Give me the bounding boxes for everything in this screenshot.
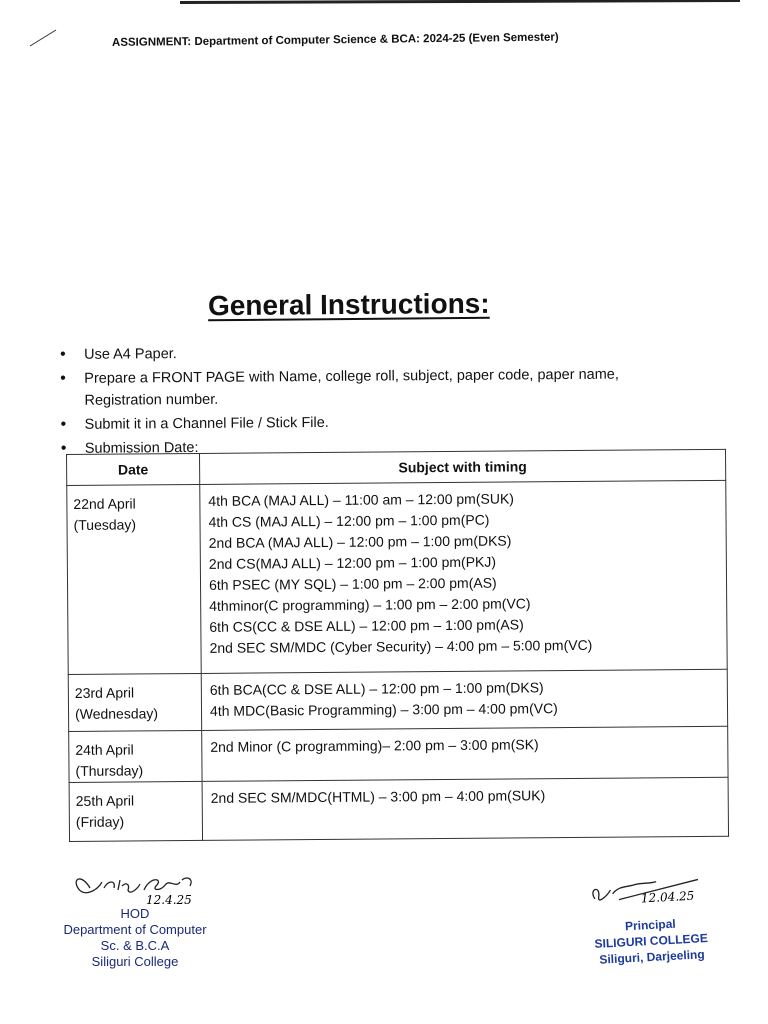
- date-text: 25th April: [75, 792, 135, 809]
- hod-department: Department of Computer: [63, 922, 207, 937]
- date-text: 24th April: [75, 741, 134, 758]
- instruction-text: Use A4 Paper.: [84, 346, 177, 363]
- hod-college: Siliguri College: [91, 954, 179, 969]
- page-title: General Instructions:: [207, 287, 490, 322]
- table-row: [69, 726, 728, 782]
- assignment-header: ASSIGNMENT: Department of Computer Science & BCA: 2024-25 (Even Semester): [111, 31, 559, 49]
- hod-stamp: [40, 906, 230, 970]
- subject-line: 2nd SEC SM/MDC (Cyber Security) – 4:00 pm – 5:00 pm(VC): [209, 636, 593, 656]
- hod-signature-icon: [60, 866, 210, 908]
- principal-title: Principal: [624, 916, 677, 934]
- subject-line: 4th CS (MAJ ALL) – 12:00 pm – 1:00 pm(PC): [208, 511, 490, 530]
- date-text: 22nd April: [73, 495, 136, 512]
- principal-signature-icon: [578, 868, 720, 915]
- weekday-text: (Wednesday): [74, 705, 159, 722]
- subject-line: 6th PSEC (MY SQL) – 1:00 pm – 2:00 pm(AS): [208, 574, 497, 593]
- weekday-text: (Thursday): [75, 762, 144, 779]
- instruction-item: [61, 409, 701, 436]
- principal-location: Siliguri, Darjeeling: [599, 947, 705, 967]
- top-edge-line: [180, 0, 740, 4]
- weekday-text: (Tuesday): [73, 516, 137, 533]
- weekday-text: (Friday): [75, 813, 125, 830]
- instruction-item: [60, 363, 700, 412]
- hod-title: HOD: [120, 906, 150, 921]
- subject-line: 2nd Minor (C programming)– 2:00 pm – 3:00 pm(SK): [210, 736, 539, 755]
- instruction-text: Registration number.: [84, 391, 219, 409]
- subject-line: 2nd SEC SM/MDC(HTML) – 3:00 pm – 4:00 pm(SUK): [210, 787, 546, 806]
- date-cell: [67, 484, 201, 674]
- subject-cell: [201, 669, 727, 730]
- hod-signature-block: [40, 866, 230, 970]
- date-text: 23rd April: [74, 684, 135, 701]
- instruction-list: [60, 339, 701, 462]
- subject-cell: [202, 777, 728, 840]
- hod-department: Sc. & B.C.A: [100, 938, 170, 953]
- principal-signature-date: 12.04.25: [640, 888, 695, 906]
- subject-cell: [202, 726, 728, 781]
- subject-line: 2nd BCA (MAJ ALL) – 12:00 pm – 1:00 pm(DKS): [208, 532, 512, 551]
- table-row: [67, 480, 727, 674]
- date-cell: [68, 673, 201, 731]
- date-column-header: Date: [67, 453, 200, 485]
- principal-stamp: [580, 913, 722, 968]
- principal-college: SILIGURI COLLEGE: [594, 931, 709, 951]
- subject-line: 6th CS(CC & DSE ALL) – 12:00 pm – 1:00 pm(AS): [209, 616, 524, 635]
- subject-line: 6th BCA(CC & DSE ALL) – 12:00 pm – 1:00 pm(DKS): [209, 679, 544, 698]
- table-row: [69, 777, 728, 841]
- principal-signature-block: [578, 868, 723, 968]
- subject-column-header: Subject with timing: [199, 449, 725, 484]
- subject-line: 4thminor(C programming) – 1:00 pm – 2:00 pm(VC): [209, 595, 531, 614]
- subject-cell: [200, 480, 727, 673]
- table-header-row: [67, 449, 726, 485]
- subject-line: 4th MDC(Basic Programming) – 3:00 pm – 4:00 pm(VC): [209, 700, 558, 719]
- instruction-text: Submission Date:: [84, 439, 199, 457]
- date-cell: [69, 730, 202, 782]
- subject-line: 2nd CS(MAJ ALL) – 12:00 pm – 1:00 pm(PKJ): [208, 553, 497, 572]
- table-row: [68, 669, 727, 731]
- instruction-text: Submit it in a Channel File / Stick File.: [84, 414, 329, 433]
- instruction-text: • Prepare a FRONT PAGE with Name, college roll, subject, paper code, paper name,: [84, 366, 619, 387]
- hod-signature-date: 12.4.25: [146, 893, 192, 907]
- submission-schedule-table: [66, 449, 729, 842]
- pen-mark: [28, 28, 58, 48]
- instruction-item: [60, 339, 700, 366]
- subject-line: 4th BCA (MAJ ALL) – 11:00 am – 12:00 pm(SUK): [208, 490, 514, 509]
- date-cell: [69, 781, 202, 841]
